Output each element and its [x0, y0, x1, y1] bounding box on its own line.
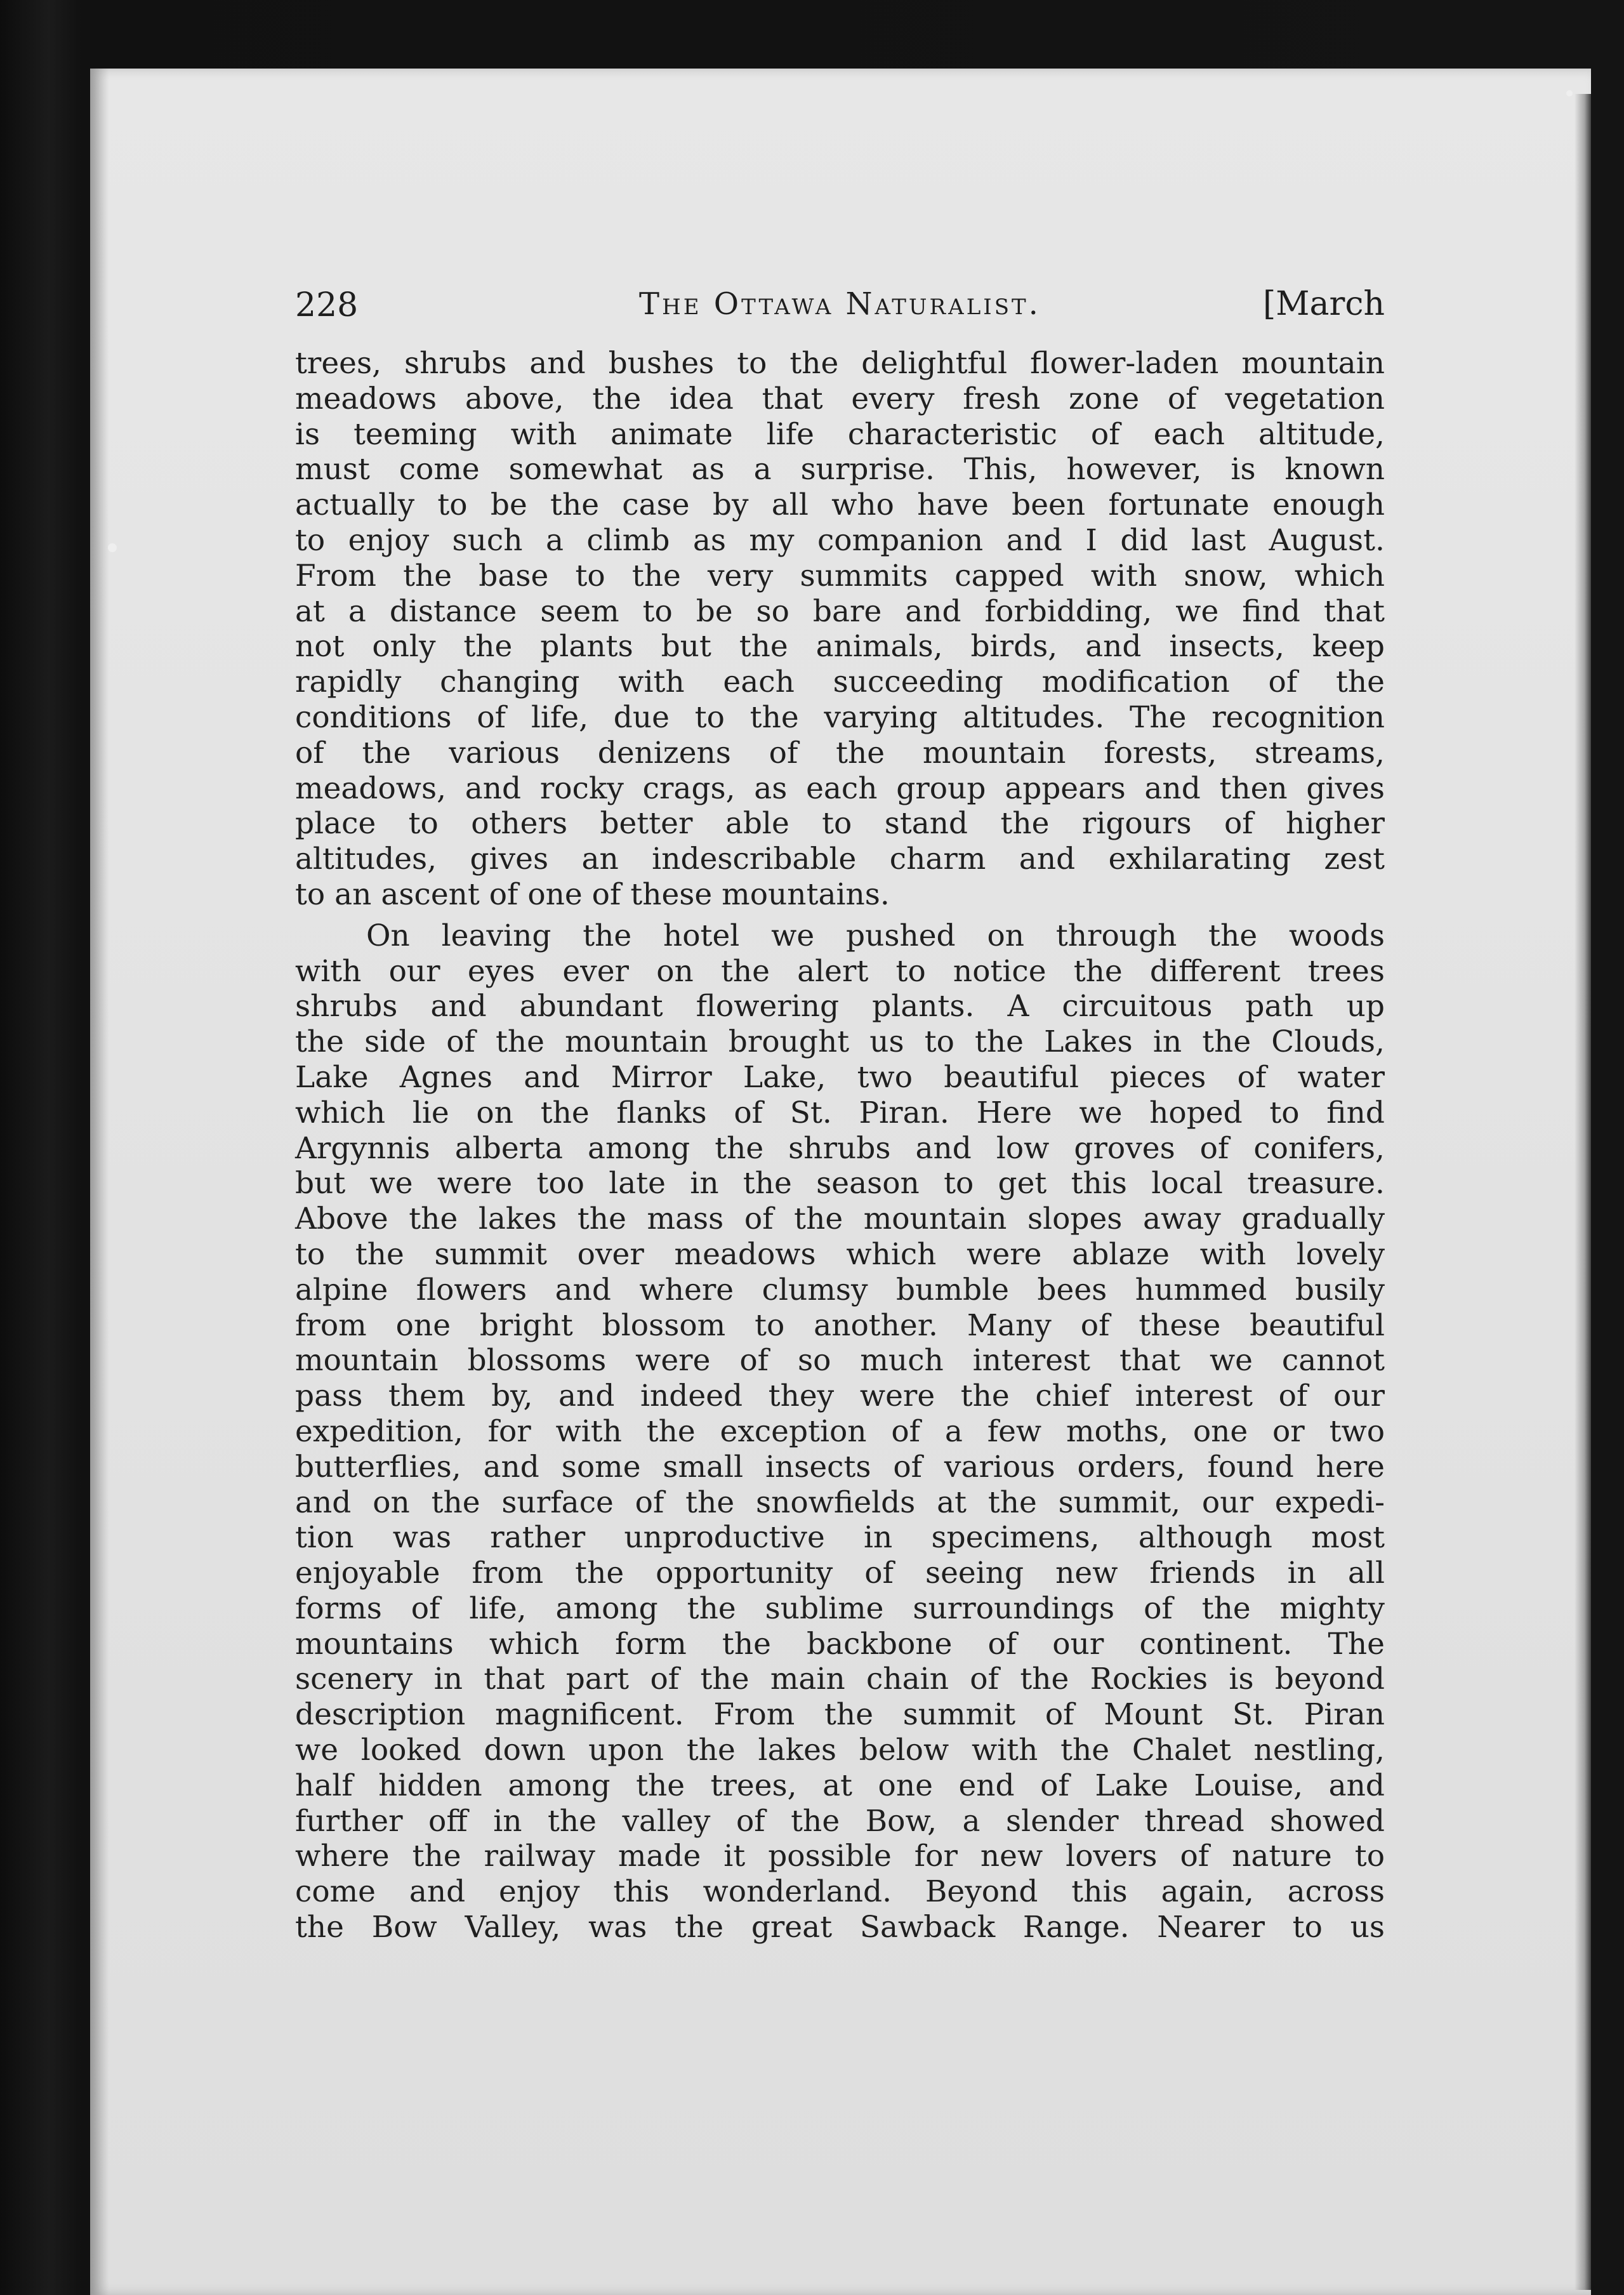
- text-line: Lake Agnes and Mirror Lake, two beautiful pieces of water: [295, 1059, 1385, 1095]
- text-line: half hidden among the trees, at one end of Lake Louise, and: [295, 1768, 1385, 1803]
- text-line: where the railway made it possible for new lovers of nature to: [295, 1839, 1385, 1874]
- text-line: we looked down upon the lakes below with the Chalet nestling,: [295, 1733, 1385, 1768]
- text-line: must come somewhat as a surprise. This, however, is known: [295, 452, 1385, 487]
- text-line: meadows above, the idea that every fresh zone of vegetation: [295, 381, 1385, 416]
- text-line: Argynnis alberta among the shrubs and low groves of conifers,: [295, 1130, 1385, 1166]
- text-line: come and enjoy this wonderland. Beyond this again, across: [295, 1874, 1385, 1910]
- text-line: to an ascent of one of these mountains.: [295, 876, 890, 912]
- text-line: mountain blossoms were of so much interest that we cannot: [295, 1343, 1385, 1379]
- text-line: the side of the mountain brought us to the Lakes in the Clouds,: [295, 1024, 1385, 1060]
- text-line: place to others better able to stand the rigours of higher: [295, 806, 1385, 842]
- running-header: [295, 282, 1385, 340]
- text-line: but we were too late in the season to get this local treasure.: [295, 1166, 1385, 1201]
- text-line: conditions of life, due to the varying altitudes. The recognition: [295, 699, 1385, 735]
- text-line: not only the plants but the animals, birds, and insects, keep: [295, 629, 1385, 665]
- text-line: which lie on the flanks of St. Piran. Here we hoped to find: [295, 1095, 1385, 1130]
- text-line: tion was rather unproductive in specimens, although most: [295, 1520, 1385, 1556]
- scan-speck: [1566, 90, 1573, 96]
- text-line: to the summit over meadows which were ablaze with lovely: [295, 1236, 1385, 1272]
- text-line: pass them by, and indeed they were the chief interest of our: [295, 1379, 1385, 1414]
- text-line: forms of life, among the sublime surroundings of the mighty: [295, 1591, 1385, 1626]
- scan-speck: [108, 543, 117, 552]
- text-line: altitudes, gives an indescribable charm and exhilarating zest: [295, 842, 1385, 877]
- page-gutter-shadow: [1574, 94, 1591, 2290]
- text-line: butterflies, and some small insects of various orders, found here: [295, 1449, 1385, 1485]
- paragraph-1: [295, 346, 1385, 913]
- text-line: and on the surface of the snowfields at the summit, our expedi-: [295, 1485, 1385, 1520]
- text-line: of the various denizens of the mountain forests, streams,: [295, 735, 1385, 771]
- paragraph-2: [295, 918, 1385, 1945]
- text-line: trees, shrubs and bushes to the delightful flower-laden mountain: [295, 346, 1385, 381]
- text-line: from one bright blossom to another. Many of these beautiful: [295, 1307, 1385, 1343]
- page-number: 228: [295, 286, 359, 324]
- issue-month: [March: [1262, 285, 1385, 323]
- article-text: [295, 346, 1385, 1945]
- text-line: From the base to the very summits capped with snow, which: [295, 558, 1385, 593]
- text-line: On leaving the hotel we pushed on through the woods: [366, 918, 1385, 953]
- text-line: is teeming with animate life characteristic of each altitude,: [295, 416, 1385, 452]
- text-line: scenery in that part of the main chain of the Rockies is beyond: [295, 1662, 1385, 1697]
- text-line: Above the lakes the mass of the mountain slopes away gradually: [295, 1201, 1385, 1237]
- text-line: enjoyable from the opportunity of seeing new friends in all: [295, 1556, 1385, 1591]
- text-line: expedition, for with the exception of a few moths, one or two: [295, 1413, 1385, 1449]
- journal-title: The Ottawa Naturalist.: [639, 286, 1041, 322]
- text-line: further off in the valley of the Bow, a slender thread showed: [295, 1803, 1385, 1839]
- text-line: description magnificent. From the summit of Mount St. Piran: [295, 1697, 1385, 1733]
- text-line: alpine flowers and where clumsy bumble bees hummed busily: [295, 1272, 1385, 1307]
- text-line: to enjoy such a climb as my companion and I did last August.: [295, 522, 1385, 558]
- text-line: rapidly changing with each succeeding modification of the: [295, 665, 1385, 700]
- text-line: mountains which form the backbone of our continent. The: [295, 1626, 1385, 1662]
- text-line: meadows, and rocky crags, as each group appears and then gives: [295, 771, 1385, 806]
- text-line: the Bow Valley, was the great Sawback Range. Nearer to us: [295, 1910, 1385, 1945]
- page-left-shadow: [90, 69, 109, 2295]
- text-line: actually to be the case by all who have been fortunate enough: [295, 487, 1385, 523]
- text-line: with our eyes ever on the alert to notice the different trees: [295, 953, 1385, 989]
- text-line: at a distance seem to be so bare and forbidding, we find that: [295, 593, 1385, 629]
- text-line: shrubs and abundant flowering plants. A circuitous path up: [295, 989, 1385, 1024]
